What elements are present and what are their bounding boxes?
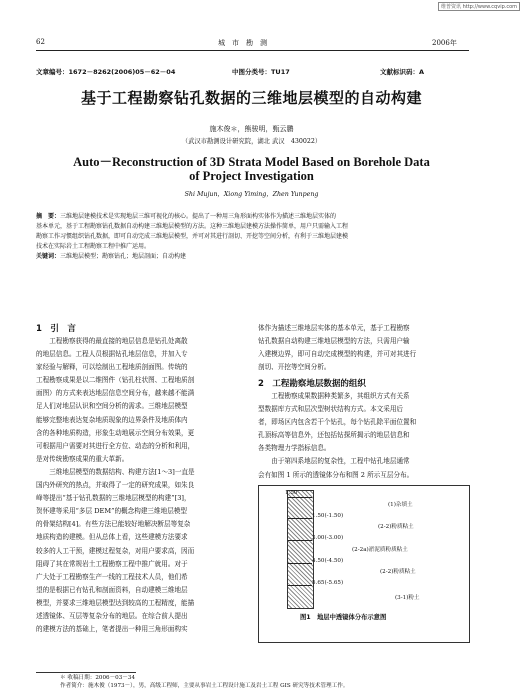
journal-year: 2006年 [432,39,457,47]
abstract-line: 技术在实际岩土工程勘察工程中推广运用。 [36,243,151,250]
header-rule [36,50,469,51]
depth-label: 4.50(-4.50) [312,558,344,564]
paper-title-english-line1: Auto－Reconstruction of 3D Strata Model Based on Borehole Data [73,155,430,169]
journal-name: 城 市 勘 测 [218,39,267,47]
document-code: 文献标识码：A [380,68,425,76]
text-line: 孔顶标高等信息外，还包括钻探所揭示的地层信息和 [258,431,410,440]
text-line: 可根据用户需要对其进行全方位、动态的分析和利用， [36,441,195,450]
text-line: 述透镜体、互层等复杂分布的地层。在综合前人提出 [36,611,188,620]
text-line: 工程勘察成果是以二维图件（钻孔柱状图、工程地质剖 [36,376,195,385]
paper-title-english-line2: of Project Investigation [189,169,314,183]
affiliation-chinese: （武汉市勘测设计研究院，湖北 武汉 430022） [181,138,322,145]
clc-number: 中图分类号：TU17 [232,68,290,76]
keywords-text: 三维地层模型；勘察钻孔；地层剖面；自动构建 [60,253,187,260]
text-line: 剖切、开挖等空间分析。 [258,363,331,372]
text-line: 足人们对地层认识和空间分析的需求。三维地层模型 [36,402,188,411]
depth-label: 3.00(-3.00) [312,535,344,541]
layer-boundary [288,518,312,519]
figure-1-caption: 图1 地层中透镜体分布示意图 [300,614,387,621]
article-number: 文章编号：1672－8262(2006)05－62－04 [36,68,176,76]
paper-title-chinese: 基于工程勘察钻孔数据的三维地层模型的自动构建 [80,89,422,107]
text-line: 工程勘察获得的最直接的地层信息是钻孔处离散 [49,337,188,345]
borehole-column-graphic [287,490,314,609]
depth-label: 1.50(-1.50) [312,513,344,519]
text-line: 的地层信息。工程人员根据钻孔地层信息，并加入专 [36,350,188,359]
text-line: 是对传统勘察成果的重大革新。 [36,454,129,463]
layer-boundary [288,497,312,498]
keywords-label: 关键词： [36,253,61,260]
text-line: 广大处于工程勘察生产一线的工程技术人员，他们希 [36,572,188,581]
soil-layer-label: (3-1)粉土 [395,595,420,601]
text-line: 体作为描述三维地层实体的基本单元，基于工程勘察 [258,324,410,332]
abstract [36,212,469,262]
depth-label: 1.50 [285,490,298,496]
author-bio: 作者简介：施木俊（1973－），男，高级工程师，主要从事岩土工程设计施工及岩土工程 GIS 研究等技术管理工作。 [60,683,349,689]
right-column [258,322,469,374]
layer-boundary [288,585,312,586]
text-line: 模型，并要求三维地层模型达到较高的工程精度，能描 [36,598,195,607]
text-line: 入建模边界，即可自动完成模型的构建，并可对其进行 [258,350,417,359]
soil-layer-label: (2-2a)淤泥质粉质粘土 [352,547,408,553]
abstract-label: 摘 要： [36,213,61,220]
text-line: 峰等提出“基于钻孔数据的三维地层模型的构建”[3]， [36,494,191,503]
text-line: 望的是根据已有钻孔和剖面资料，自动建模三维地层 [36,585,188,594]
abstract-line: 三维地层建模技术是实现地层三维可视化的核心。提出了一种用三角形面构实体作为描述三维地层实体的 [60,213,337,220]
authors-chinese: 施木俊＊，熊骏明，甄云鹏 [209,125,294,133]
received-date: ＊ 收稿日期：2006－03－34 [60,675,135,681]
abstract-line: 基本单元，基于工程勘察钻孔数据自动构建三维地层模型的方法。这种三维地层建模方法操作简单，用户只需输入工程 [36,223,349,230]
text-line: 国内外研究的热点，并取得了一定的研究成果，如朱良 [36,481,195,490]
soil-layer-label: (2-2)粉质粘土 [380,569,416,575]
page-number: 62 [36,38,45,46]
text-line: 面图）的方式来表达地层信息空间分布，越来越不能满 [36,389,195,398]
section-1-heading: 1 引 言 [36,324,76,334]
text-line: 地质构造的建模。但从总体上看，这些建模方法要求 [36,533,188,542]
right-column-section2 [258,390,469,482]
text-line: 的骨架结构[4]。有些方法已能较好地解决断层等复杂 [36,520,191,529]
text-line: 的建模方法的基础上，笔者提出一种用三角形面构实 [36,625,188,634]
authors-english: Shi Mujun，Xiong Yiming，Zhen Yunpeng [184,191,319,198]
soil-layer-label: (2-2)粉质粘土 [378,524,414,530]
watermark-stamp: 维普资讯 http://www.cqvip.com [438,2,520,11]
text-line: 含的各种地质构造，形象生动地展示空间分布效果，更 [36,428,195,437]
text-line: 阻碍了其在常规岩土工程勘察工程中推广就用。对于 [36,559,188,568]
text-line: 由于第四系地层的复杂性，工程中钻孔地层通常 [271,457,410,466]
layer-boundary [288,563,312,564]
layer-boundary [288,540,312,541]
soil-layer-label: (1)杂填土 [388,502,413,508]
text-line: 钻孔数据自动构建三维地层模型的方法，只需用户输 [258,337,410,346]
text-line: 会有如图 1 所示的透镜体分布和图 2 所示互层分布。 [258,470,414,479]
text-line: 三维地层模型的数据结构、构建方法[1～3]一直是 [49,467,195,476]
text-line: 型数据库方式和层次型树状结构方式。本文采用后 [258,405,404,414]
depth-label: 5.65(-5.65) [312,580,344,586]
text-line: 较多的人工干预，建模过程复杂，对用户要求高，因而 [36,546,195,555]
text-line: 贺怀建等采用“多层 DEM”的概念构建三维地层模型 [36,507,187,516]
text-line: 者，即场区内包含若干个钻孔，每个钻孔除平面位置和 [258,418,417,427]
text-line: 工程勘察成果数据种类繁多，其组织方式有关系 [271,392,410,400]
text-line: 能够完整地表达复杂地质现象的边界条件及地质体内 [36,415,188,424]
text-line: 家经验与解释，可以绘制出工程地质剖面图。传统的 [36,363,188,372]
section-2-heading: 2 工程勘察地层数据的组织 [258,379,366,389]
abstract-line: 勘察工作习惯组织钻孔数据，即可自动完成三维地层模型，并可对其进行剖切、开挖等空间分析，有利于三维地层建模 [36,233,349,240]
text-line: 各类物理力学指标信息。 [258,444,331,453]
left-column [36,335,244,636]
